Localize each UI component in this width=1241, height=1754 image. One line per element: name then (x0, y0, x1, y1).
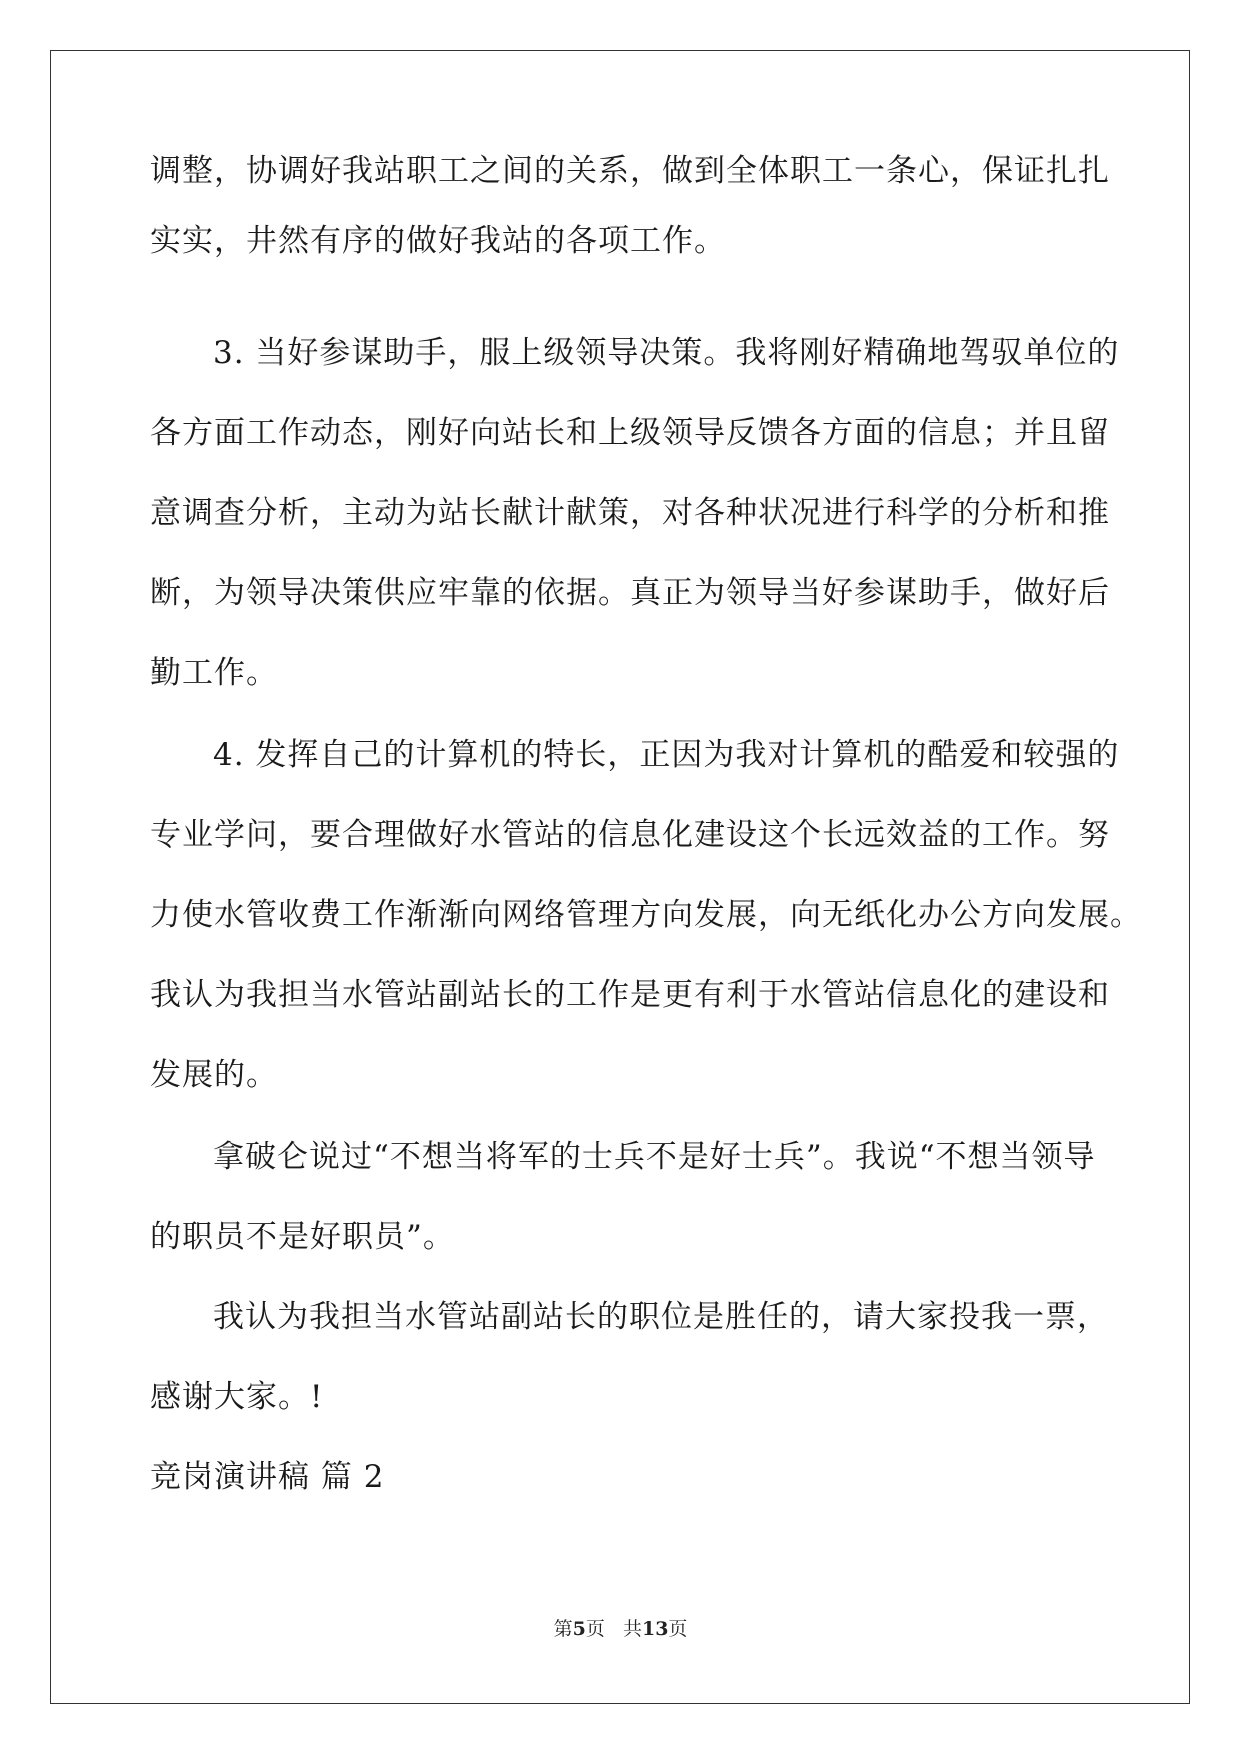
text-line-16: 感谢大家。! (150, 1379, 324, 1415)
text-line-3: 3. 当好参谋助手，服上级领导决策。我将刚好精确地驾驭单位的 (213, 335, 1120, 371)
footer-total-prefix: 共 (622, 1618, 642, 1640)
footer-page-current: 5 (572, 1618, 586, 1640)
text-line-4: 各方面工作动态，刚好向站长和上级领导反馈各方面的信息；并且留 (150, 415, 1110, 451)
text-line-10: 力使水管收费工作渐渐向网络管理方向发展，向无纸化办公方向发展。 (150, 897, 1142, 933)
text-line-11: 我认为我担当水管站副站长的工作是更有利于水管站信息化的建设和 (150, 977, 1110, 1013)
footer-page-total: 13 (641, 1618, 669, 1640)
page-footer (0, 1614, 1241, 1641)
page-border (50, 50, 1190, 1704)
footer-total-suffix: 页 (668, 1618, 688, 1640)
text-line-13: 拿破仑说过“不想当将军的士兵不是好士兵”。我说“不想当领导 (213, 1139, 1096, 1175)
text-line-6: 断，为领导决策供应牢靠的依据。真正为领导当好参谋助手，做好后 (150, 575, 1110, 611)
section-heading: 竞岗演讲稿 篇 2 (150, 1459, 385, 1495)
text-line-14: 的职员不是好职员”。 (150, 1219, 455, 1255)
footer-page-prefix: 第 (553, 1618, 573, 1640)
footer-page-suffix: 页 (585, 1618, 605, 1640)
text-line-9: 专业学问，要合理做好水管站的信息化建设这个长远效益的工作。努 (150, 817, 1110, 853)
text-line-8: 4. 发挥自己的计算机的特长，正因为我对计算机的酷爱和较强的 (213, 737, 1120, 773)
text-line-1: 调整，协调好我站职工之间的关系，做到全体职工一条心，保证扎扎 (150, 153, 1110, 189)
text-line-7: 勤工作。 (150, 655, 278, 691)
text-line-5: 意调查分析，主动为站长献计献策，对各种状况进行科学的分析和推 (150, 495, 1110, 531)
text-line-12: 发展的。 (150, 1057, 278, 1093)
text-line-15: 我认为我担当水管站副站长的职位是胜任的，请大家投我一票， (213, 1299, 1109, 1335)
text-line-2: 实实，井然有序的做好我站的各项工作。 (150, 223, 726, 259)
